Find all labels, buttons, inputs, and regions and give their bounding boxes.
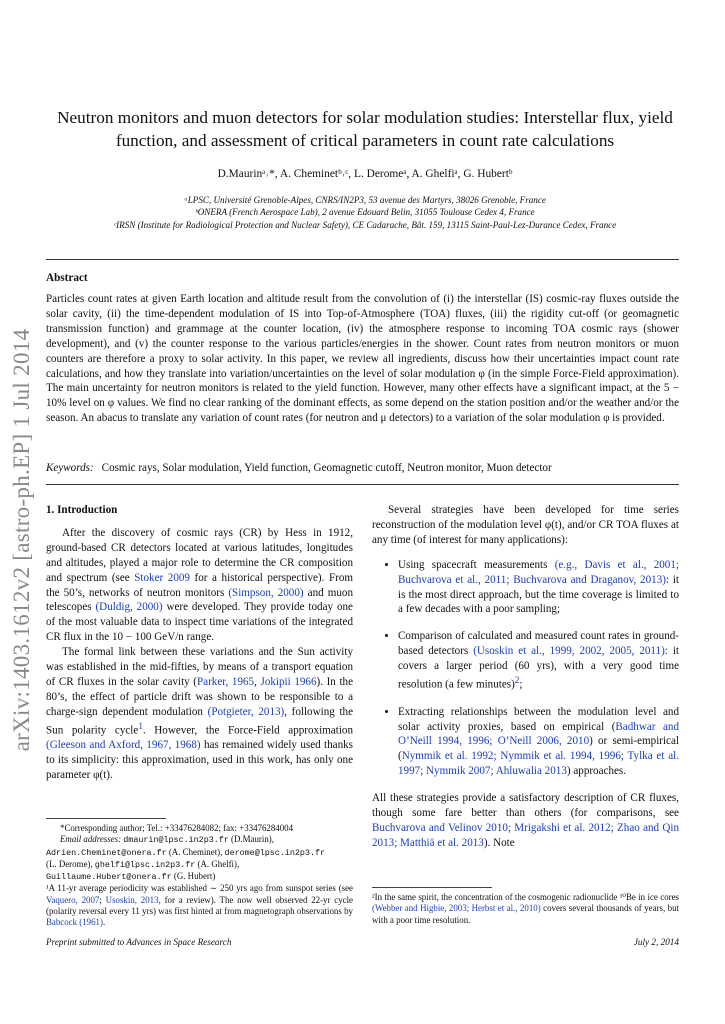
affiliation-c: ᶜIRSN (Institute for Radiological Protection and Nuclear Safety), CE Cadarache, Bât. 159, 13115 Saint-Paul-Lez-Durance Cedex, France [113, 219, 617, 230]
citation-link[interactable]: (Potgieter, 2013) [207, 705, 285, 718]
citation-link[interactable]: Nymmik et al. 1992; Nymmik et al. 1994, 1996; Tylka et al. 1997; Nymmik 2007; Ahluwalia 2013 [398, 750, 679, 778]
abstract-text: Particles count rates at given Earth location and altitude result from the convolution of (i) the interstellar (IS) cosmic-ray fluxes outside the solar cavity, (ii) the time-dependent modulation of IS into Top-of-Atmosphere (TOA) fluxes, (iii) the rigidity cut-off (or geomagnetic transmission function) and grammage at the counter location, (iv) the atmosphere response to incoming TOA cosmic rays (shower development), and (v) the counter response to the various particles/energies in the shower. Count rates from neutron monitors or muon counters are therefore a proxy to solar activity. In this paper, we review all ingredients, discuss how their uncertainties impact count rate calculations, and how they translate into variation/uncertainties on the level of solar modulation φ (in the simple Force-Field approximation). The main uncertainty for neutron monitors is related to the yield function. However, many other effects have a significant impact, at the 5 − 10% level on φ values. We find no clear ranking of the dominant effects, as some depend on the station position and/or the weather and/or the season. An abacus to translate any variation of count rates (for neutron and μ detectors) to a variation of the solar modulation φ is provided. [46, 293, 679, 425]
citation-link[interactable]: Stoker 2009 [134, 571, 190, 584]
footnote-2: ²In the same spirit, the concentration of the cosmogenic radionuclide ¹⁰Be in ice cores (Webber and Higbie, 2003; Herbst et al., 2010) covers several thousands of years, but with a poor time resolution. [372, 892, 679, 925]
paper-title: Neutron monitors and muon detectors for solar modulation studies: Interstellar flux, yield function, and assessment of critical parameters in count rate calculations [57, 108, 673, 150]
citation-link[interactable]: (Usoskin et al., 1999, 2002, 2005, 2011) [473, 645, 665, 658]
email-link[interactable]: Adrien.Cheminet@onera.fr [46, 847, 167, 858]
email-link[interactable]: dmaurin@lpsc.in2p3.fr [123, 835, 229, 846]
list-item: • Extracting relationships between the modulation level and solar activity proxies, based on empirical (Badhwar and O’Neill 1994, 1996; O’Neill 2006, 2010) or semi-empirical (Nymmik et al. 1992; Nymmik et al. 1994, 1996; Tylka et al. 1997; Nymmik 2007; Ahluwalia 2013) approaches. [398, 705, 679, 780]
citation-link[interactable]: (Duldig, 2000) [95, 601, 163, 614]
abstract-heading: Abstract [46, 272, 88, 284]
strategy-list [372, 558, 679, 779]
email-link[interactable]: ghelfi@lpsc.in2p3.fr [94, 859, 196, 870]
footer-submission: Preprint submitted to Advances in Space Research [46, 937, 232, 947]
citation-link[interactable]: Badhwar and O’Neill 1994, 1996; O’Neill 2006, 2010 [398, 720, 680, 748]
citation-link[interactable]: Babcock (1961) [46, 917, 103, 928]
affiliation-b: ᵇONERA (French Aerospace Lab), 2 avenue Edouard Belin, 31055 Toulouse Cedex 4, France [195, 207, 535, 218]
email-addresses: Email addresses: dmaurin@lpsc.in2p3.fr (D.Maurin), [60, 834, 274, 846]
right-column [372, 503, 679, 851]
intro-paragraph-2: The formal link between these variations and the Sun activity was established in the mid-fifties, by means of a transport equation of CR fluxes in the solar cavity (Parker, 1965, Jokipii 1966). In the 80’s, the effect of particle drift was shown to be responsible to a charge-sign dependent modulation (Potgieter, 2013), following the Sun polarity cycle$^1$. However, the Force-Field approximation (Gleeson and Axford, 1967, 1968) has remained widely used thanks to its simplicity: this approximation, used in this work, has only one parameter φ(t). [46, 646, 354, 782]
footnote-link-1[interactable]: 1 [138, 721, 143, 732]
footnote-1: ¹A 11-yr average periodicity was established ∼ 250 yrs ago from sunspot series (see Vaquero, 2007; Usoskin, 2013, for a review). The now well observed 22-yr cycle (polarity reversal every 11 yrs) was first hinted at from magnetograph observations by Babcock (1961). [46, 883, 353, 928]
citation-link[interactable]: Jokipii 1966 [260, 675, 317, 688]
affiliations [40, 194, 690, 231]
list-item: • Using spacecraft measurements (e.g., Davis et al., 2001; Buchvarova et al., 2011; Buchvarova and Draganov, 2013): it is the most direct approach, but the time coverage is limited to a few decades with a poor sampling; [398, 558, 679, 618]
abstract-bottom-rule [46, 484, 679, 485]
citation-link[interactable]: Vaquero, 2007 [46, 894, 100, 905]
list-item: • Comparison of calculated and measured count rates in ground-based detectors (Usoskin et al., 1999, 2002, 2005, 2011): it covers a larger period (60 yrs), with a very good time resolution (a few minutes)$^2$; [398, 629, 679, 692]
footnote-rule-right [372, 887, 492, 888]
keywords-list: Cosmic rays, Solar modulation, Yield function, Geomagnetic cutoff, Neutron monitor, Muon detector [101, 462, 552, 474]
arxiv-sidebar [0, 300, 44, 780]
citation-link[interactable]: (e.g., Davis et al., 2001; Buchvarova et al., 2011; Buchvarova and Draganov, 2013) [398, 558, 679, 586]
footer-date: July 2, 2014 [633, 937, 679, 947]
email-link[interactable]: Guillaume.Hubert@onera.fr [46, 872, 172, 883]
citation-link[interactable]: (Gleeson and Axford, 1967, 1968) [46, 739, 201, 752]
strategies-paragraph: Several strategies have been developed for time series reconstruction of the modulation level φ(t), and/or CR TOA fluxes at any time (of interest for many applications): [372, 504, 679, 546]
keywords [46, 462, 552, 474]
top-rule [46, 259, 679, 260]
citation-link[interactable]: Usoskin, 2013 [105, 894, 159, 905]
arxiv-identifier: arXiv:1403.1612v2 [astro-ph.EP] 1 Jul 2014 [9, 328, 34, 752]
keywords-label: Keywords: [46, 462, 94, 474]
citation-link[interactable]: (Simpson, 2000) [228, 586, 304, 599]
comparison-paragraph: All these strategies provide a satisfactory description of CR fluxes, though some fare better than others (for comparisons, see Buchvarova and Velinov 2010; Mrigakshi et al. 2012; Zhao and Qin 2013; Matthiä et al. 2013). Note [372, 792, 679, 849]
left-column [46, 503, 353, 783]
section-heading-introduction: 1. Introduction [46, 504, 118, 516]
footnote-link-2[interactable]: 2 [514, 676, 520, 687]
footnotes-left: *Corresponding author; Tel.: +33476284082; fax: +33476284004 Email addresses: dmaurin@lpsc.in2p3.fr (D.Maurin), Adrien.Cheminet@onera.fr (A. Cheminet), derome@lpsc.in2p3.fr (L. Derome), ghelfi@lpsc.in2p3.fr (A. Ghelfi), Guillaume.Hubert@onera.fr (G. Hubert) ¹A 11-yr average periodicity was established ∼ 250 yrs ago from sunspot series (see Vaquero, 2007; Usoskin, 2013, for a review). The now well observed 22-yr cycle (polarity reversal every 11 yrs) was first hinted at from magnetograph observations by Babcock (1961). [46, 823, 353, 928]
author-list: D.Maurinᵃ˒*, A. Cheminetᵇ˒ᶜ, L. Deromeᵃ, A. Ghelfiᵃ, G. Hubertᵇ [217, 168, 513, 180]
email-link[interactable]: derome@lpsc.in2p3.fr [224, 847, 326, 858]
intro-paragraph-1: After the discovery of cosmic rays (CR) by Hess in 1912, ground-based CR detectors located at various latitudes, longitudes and altitudes, played a major role to determine the CR composition and spectrum (see Stoker 2009 for a historical perspective). From the 50’s, networks of neutron monitors (Simpson, 2000) and muon telescopes (Duldig, 2000) were developed. They provide today one of the most valuable data to inspect time variations of the integrated CR flux in the 10 − 100 GeV/n range. [46, 526, 353, 644]
footnote-rule-left [46, 818, 166, 819]
citation-link[interactable]: (Webber and Higbie, 2003; Herbst et al., 2010) [372, 903, 541, 914]
corresponding-author: *Corresponding author; Tel.: +33476284082; fax: +33476284004 [60, 823, 294, 833]
affiliation-a: ᵃLPSC, Université Grenoble-Alpes, CNRS/IN2P3, 53 avenue des Martyrs, 38026 Grenoble, France [184, 195, 546, 205]
citation-link[interactable]: Parker, 1965 [197, 675, 255, 688]
citation-link[interactable]: Buchvarova and Velinov 2010; Mrigakshi et al. 2012; Zhao and Qin 2013; Matthiä et al. 2013 [372, 822, 679, 849]
